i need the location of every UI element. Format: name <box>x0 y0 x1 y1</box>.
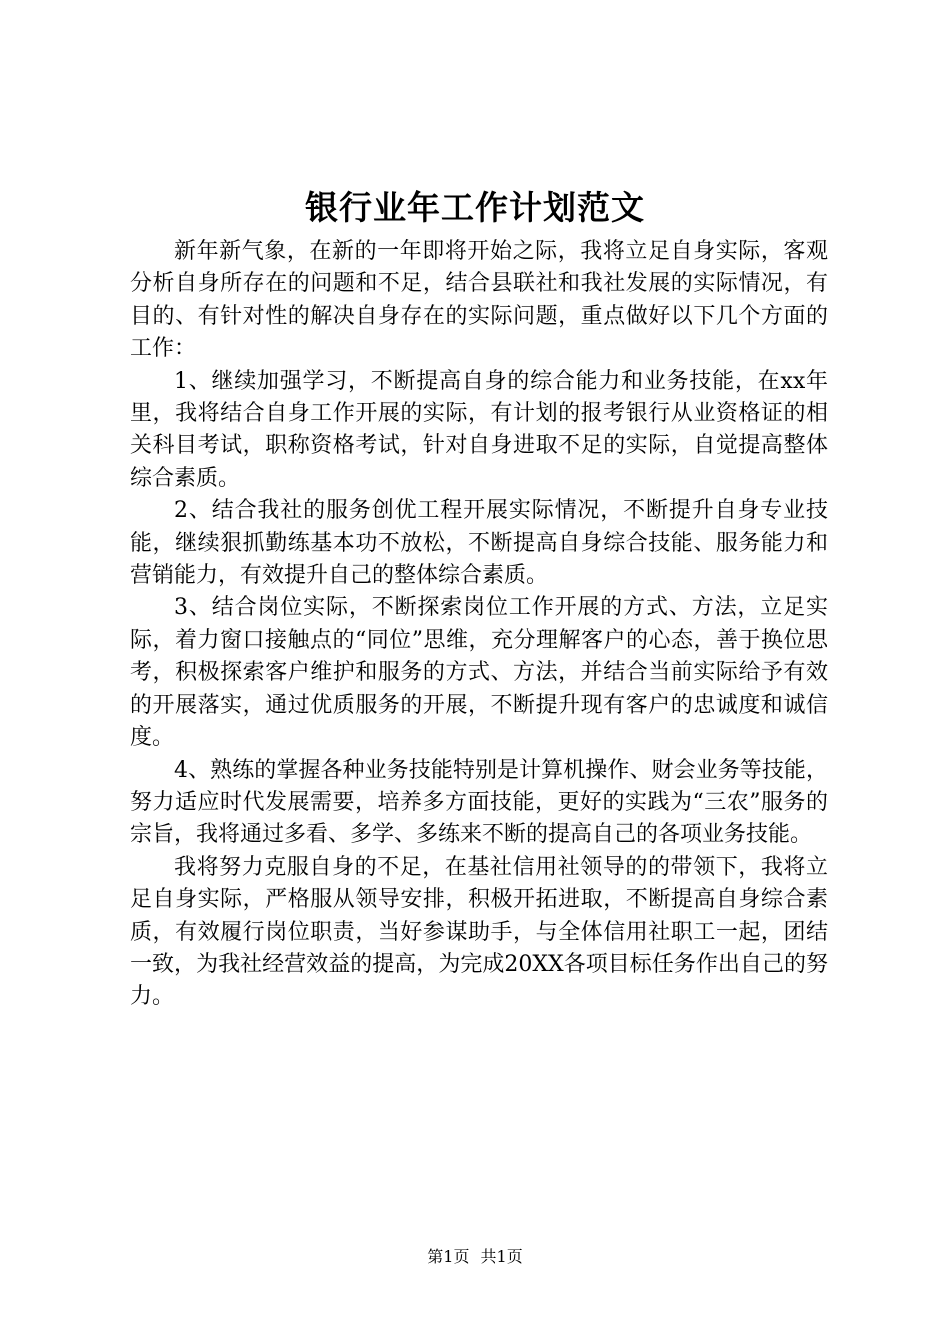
paragraph-intro: 新年新气象，在新的一年即将开始之际，我将立足自身实际，客观分析自身所存在的问题和不足，结合县联社和我社发展的实际情况，有目的、有针对性的解决自身存在的实际问题，重点做好以下几个方面的工作： <box>130 239 828 362</box>
paragraph-item-3: 3、结合岗位实际，不断探索岗位工作开展的方式、方法，立足实际，着力窗口接触点的“同位”思维，充分理解客户的心态，善于换位思考，积极探索客户维护和服务的方式、方法，并结合当前实际给予有效的开展落实，通过优质服务的开展，不断提升现有客户的忠诚度和诚信度。 <box>130 595 828 751</box>
paragraph-conclusion: 我将努力克服自身的不足，在基社信用社领导的的带领下，我将立足自身实际，严格服从领导安排，积极开拓进取，不断提高自身综合素质，有效履行岗位职责，当好参谋助手，与全体信用社职工一起，团结一致，为我社经营效益的提高，为完成20XX各项目标任务作出自己的努力。 <box>130 854 828 1010</box>
paragraph-item-2: 2、结合我社的服务创优工程开展实际情况，不断提升自身专业技能，继续狠抓勤练基本功不放松，不断提高自身综合技能、服务能力和营销能力，有效提升自己的整体综合素质。 <box>130 498 828 589</box>
paragraph-item-4: 4、熟练的掌握各种业务技能特别是计算机操作、财会业务等技能，努力适应时代发展需要，培养多方面技能，更好的实践为“三农”服务的宗旨，我将通过多看、多学、多练来不断的提高自己的各项业务技能。 <box>130 757 828 848</box>
page-total: 共1页 <box>480 1247 523 1266</box>
document-body <box>130 236 828 1014</box>
paragraph-item-1: 1、继续加强学习，不断提高自身的综合能力和业务技能，在xx年里，我将结合自身工作开展的实际，有计划的报考银行从业资格证的相关科目考试，职称资格考试，针对自身进取不足的实际，自觉提高整体综合素质。 <box>130 368 828 491</box>
page-number: 第1页 <box>427 1247 470 1266</box>
page-footer <box>0 1246 950 1268</box>
document-title: 银行业年工作计划范文 <box>305 188 645 227</box>
